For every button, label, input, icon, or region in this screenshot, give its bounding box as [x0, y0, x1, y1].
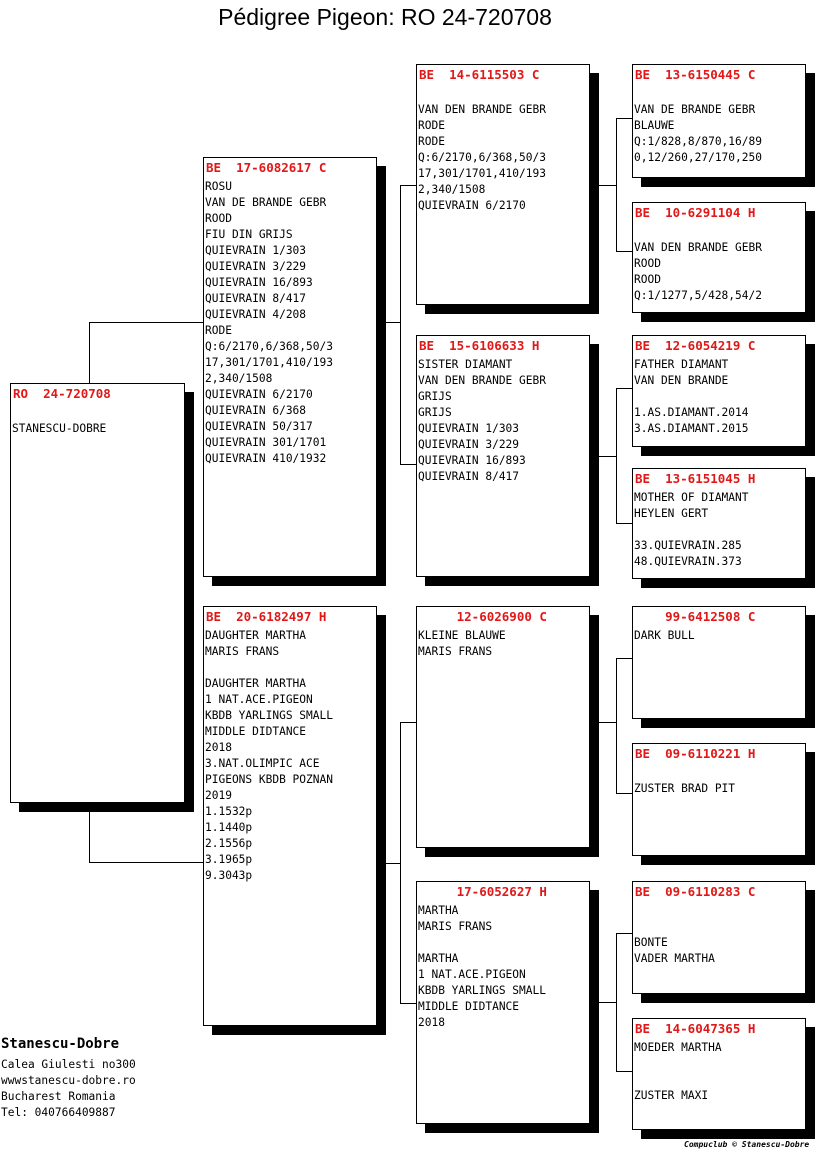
card-line: QUIEVRAIN 410/1932 — [205, 452, 327, 465]
card-line — [634, 903, 804, 919]
card-line: 3.NAT.OLIMPIC ACE — [205, 757, 320, 770]
page-title: Pédigree Pigeon: RO 24-720708 — [218, 4, 552, 30]
card-line: GRIJS — [418, 406, 452, 419]
card-line: 48.QUIEVRAIN.373 — [634, 555, 742, 568]
card-line: QUIEVRAIN 16/893 — [205, 276, 313, 289]
card-lines — [633, 628, 805, 644]
card-line: QUIEVRAIN 6/2170 — [418, 199, 526, 212]
card-lines — [417, 903, 589, 1031]
card-line: QUIEVRAIN 6/2170 — [205, 388, 313, 401]
ring-number: BE 14-6047365 H — [635, 1021, 756, 1036]
credit-text: Compuclub © Stanescu-Dobre — [684, 1140, 810, 1149]
card-line: DAUGHTER MARTHA — [205, 677, 307, 690]
card-line: Q:6/2170,6/368,50/3 — [418, 151, 546, 164]
card-lines — [417, 357, 589, 485]
card-line: 17,301/1701,410/193 — [205, 356, 333, 369]
card-line: RODE — [418, 119, 445, 132]
card-lines — [417, 628, 589, 660]
card-line: 2018 — [205, 741, 232, 754]
ring-number: BE 13-6151045 H — [635, 471, 756, 486]
card-line: Q:6/2170,6/368,50/3 — [205, 340, 333, 353]
connector — [598, 1002, 616, 1003]
card-line: RODE — [205, 324, 232, 337]
card-line — [12, 405, 183, 421]
card-line: KBDB YARLINGS SMALL — [418, 984, 546, 997]
pigeon-card-ggp2 — [632, 202, 806, 313]
ring-number: BE 15-6106633 H — [419, 338, 540, 353]
connector — [384, 322, 400, 323]
loft-info — [1, 1035, 136, 1121]
card-line: Q:1/828,8/870,16/89 — [634, 135, 762, 148]
connector — [616, 118, 633, 252]
ring-number: BE 09-6110221 H — [635, 746, 756, 761]
card-line: DAUGHTER MARTHA — [205, 629, 307, 642]
loft-address: Calea Giulesti no300 — [1, 1058, 136, 1071]
card-lines — [633, 765, 805, 797]
card-line: QUIEVRAIN 6/368 — [205, 404, 307, 417]
card-line: VAN DE BRANDE GEBR — [205, 196, 327, 209]
card-line: QUIEVRAIN 1/303 — [418, 422, 520, 435]
card-lines — [633, 86, 805, 166]
card-line: MIDDLE DIDTANCE — [418, 1000, 520, 1013]
card-line: BLAUWE — [634, 119, 675, 132]
card-line — [634, 522, 804, 538]
pigeon-card-ggp5 — [632, 606, 806, 719]
connector — [616, 388, 633, 524]
card-line: DARK BULL — [634, 629, 695, 642]
pigeon-card-ggp1 — [632, 64, 806, 178]
card-line: QUIEVRAIN 16/893 — [418, 454, 526, 467]
card-line: Q:1/1277,5/428,54/2 — [634, 289, 762, 302]
card-line: 2018 — [418, 1016, 445, 1029]
card-line: ROOD — [205, 212, 232, 225]
card-line: 2,340/1508 — [205, 372, 273, 385]
pigeon-card-ggp6 — [632, 743, 806, 856]
pigeon-card-ggp3 — [632, 335, 806, 447]
card-lines — [633, 224, 805, 304]
card-line: KBDB YARLINGS SMALL — [205, 709, 333, 722]
card-line: MARTHA — [418, 952, 459, 965]
card-line: ZUSTER BRAD PIT — [634, 782, 736, 795]
pigeon-card-gp1 — [416, 64, 590, 305]
loft-phone: Tel: 040766409887 — [1, 1106, 116, 1119]
card-line: 9.3043p — [205, 869, 253, 882]
card-line: 3.AS.DIAMANT.2015 — [634, 422, 749, 435]
card-line: FIU DIN GRIJS — [205, 228, 293, 241]
card-line: 2,340/1508 — [418, 183, 486, 196]
card-line: VAN DEN BRANDE GEBR — [418, 374, 546, 387]
connector — [616, 658, 633, 794]
pigeon-card-ggp7 — [632, 881, 806, 994]
card-line: RODE — [418, 135, 445, 148]
card-line: 0,12/260,27/170,250 — [634, 151, 762, 164]
card-line: FATHER DIAMANT — [634, 358, 729, 371]
card-line: 2019 — [205, 789, 232, 802]
card-line: MARIS FRANS — [418, 920, 493, 933]
card-line — [634, 919, 804, 935]
card-line — [205, 660, 375, 676]
card-line: MARTHA — [418, 904, 459, 917]
card-line: 1.1532p — [205, 805, 253, 818]
card-line: VAN DEN BRANDE — [634, 374, 729, 387]
card-line: PIGEONS KBDB POZNAN — [205, 773, 333, 786]
card-line — [634, 389, 804, 405]
ring-number: RO 24-720708 — [13, 386, 111, 401]
card-line: MIDDLE DIDTANCE — [205, 725, 307, 738]
pigeon-card-ggp4 — [632, 468, 806, 579]
card-line: ROSU — [205, 180, 232, 193]
card-line: 2.1556p — [205, 837, 253, 850]
connector — [598, 722, 616, 723]
connector — [89, 802, 204, 863]
card-line: 1.AS.DIAMANT.2014 — [634, 406, 749, 419]
ring-number: BE 12-6054219 C — [635, 338, 756, 353]
card-line: KLEINE BLAUWE — [418, 629, 506, 642]
pigeon-card-ggp8 — [632, 1018, 806, 1130]
connector — [400, 185, 417, 465]
card-line: GRIJS — [418, 390, 452, 403]
card-line: MOEDER MARTHA — [634, 1041, 722, 1054]
card-line: MARIS FRANS — [418, 645, 493, 658]
card-line — [634, 1072, 804, 1088]
card-line — [634, 765, 804, 781]
card-line: MOTHER OF DIAMANT — [634, 491, 749, 504]
card-lines — [633, 357, 805, 437]
card-line: QUIEVRAIN 301/1701 — [205, 436, 327, 449]
connector — [598, 185, 616, 186]
card-lines — [633, 490, 805, 570]
card-line: VAN DE BRANDE GEBR — [634, 103, 756, 116]
pigeon-card-gp3 — [416, 606, 590, 848]
loft-name: Stanescu-Dobre — [1, 1036, 120, 1052]
card-lines — [204, 179, 376, 467]
card-line: ROOD — [634, 257, 661, 270]
connector — [400, 722, 417, 1004]
card-line: QUIEVRAIN 1/303 — [205, 244, 307, 257]
card-line: QUIEVRAIN 4/208 — [205, 308, 307, 321]
pigeon-card-subject — [10, 383, 185, 803]
card-line: BONTE — [634, 936, 668, 949]
card-line: 33.QUIEVRAIN.285 — [634, 539, 742, 552]
ring-number: 17-6052627 H — [419, 884, 547, 899]
ring-number: BE 10-6291104 H — [635, 205, 756, 220]
ring-number: 12-6026900 C — [419, 609, 547, 624]
loft-website: wwwstanescu-dobre.ro — [1, 1074, 136, 1087]
card-line — [634, 86, 804, 102]
connector — [384, 863, 400, 864]
card-line — [634, 1056, 804, 1072]
card-line: 1.1440p — [205, 821, 253, 834]
card-line — [418, 935, 588, 951]
ring-number: BE 13-6150445 C — [635, 67, 756, 82]
card-line: QUIEVRAIN 3/229 — [418, 438, 520, 451]
pigeon-card-gp2 — [416, 335, 590, 577]
card-lines — [204, 628, 376, 884]
pigeon-card-dam — [203, 606, 377, 1026]
card-line: ZUSTER MAXI — [634, 1089, 709, 1102]
connector — [616, 933, 633, 1072]
card-line: HEYLEN GERT — [634, 507, 709, 520]
connector — [598, 456, 616, 457]
card-line: 1 NAT.ACE.PIGEON — [205, 693, 313, 706]
pigeon-card-sire — [203, 157, 377, 577]
card-line: MARIS FRANS — [205, 645, 280, 658]
ring-number: BE 17-6082617 C — [206, 160, 327, 175]
card-line: VAN DEN BRANDE GEBR — [418, 103, 546, 116]
card-line: 3.1965p — [205, 853, 253, 866]
card-line — [634, 224, 804, 240]
card-line: 17,301/1701,410/193 — [418, 167, 546, 180]
card-line: VAN DEN BRANDE GEBR — [634, 241, 762, 254]
ring-number: BE 09-6110283 C — [635, 884, 756, 899]
card-line: QUIEVRAIN 50/317 — [205, 420, 313, 433]
card-lines — [417, 86, 589, 214]
ring-number: BE 14-6115503 C — [419, 67, 540, 82]
pigeon-card-gp4 — [416, 881, 590, 1124]
card-lines — [633, 1040, 805, 1104]
card-line: SISTER DIAMANT — [418, 358, 513, 371]
card-line: QUIEVRAIN 3/229 — [205, 260, 307, 273]
card-line — [418, 86, 588, 102]
card-line: QUIEVRAIN 8/417 — [205, 292, 307, 305]
card-lines — [633, 903, 805, 967]
loft-city: Bucharest Romania — [1, 1090, 116, 1103]
card-lines — [11, 405, 184, 437]
card-line: ROOD — [634, 273, 661, 286]
card-line: 1 NAT.ACE.PIGEON — [418, 968, 526, 981]
connector — [89, 322, 204, 384]
ring-number: 99-6412508 C — [635, 609, 756, 624]
card-line: STANESCU-DOBRE — [12, 422, 107, 435]
ring-number: BE 20-6182497 H — [206, 609, 327, 624]
card-line: VADER MARTHA — [634, 952, 715, 965]
card-line: QUIEVRAIN 8/417 — [418, 470, 520, 483]
